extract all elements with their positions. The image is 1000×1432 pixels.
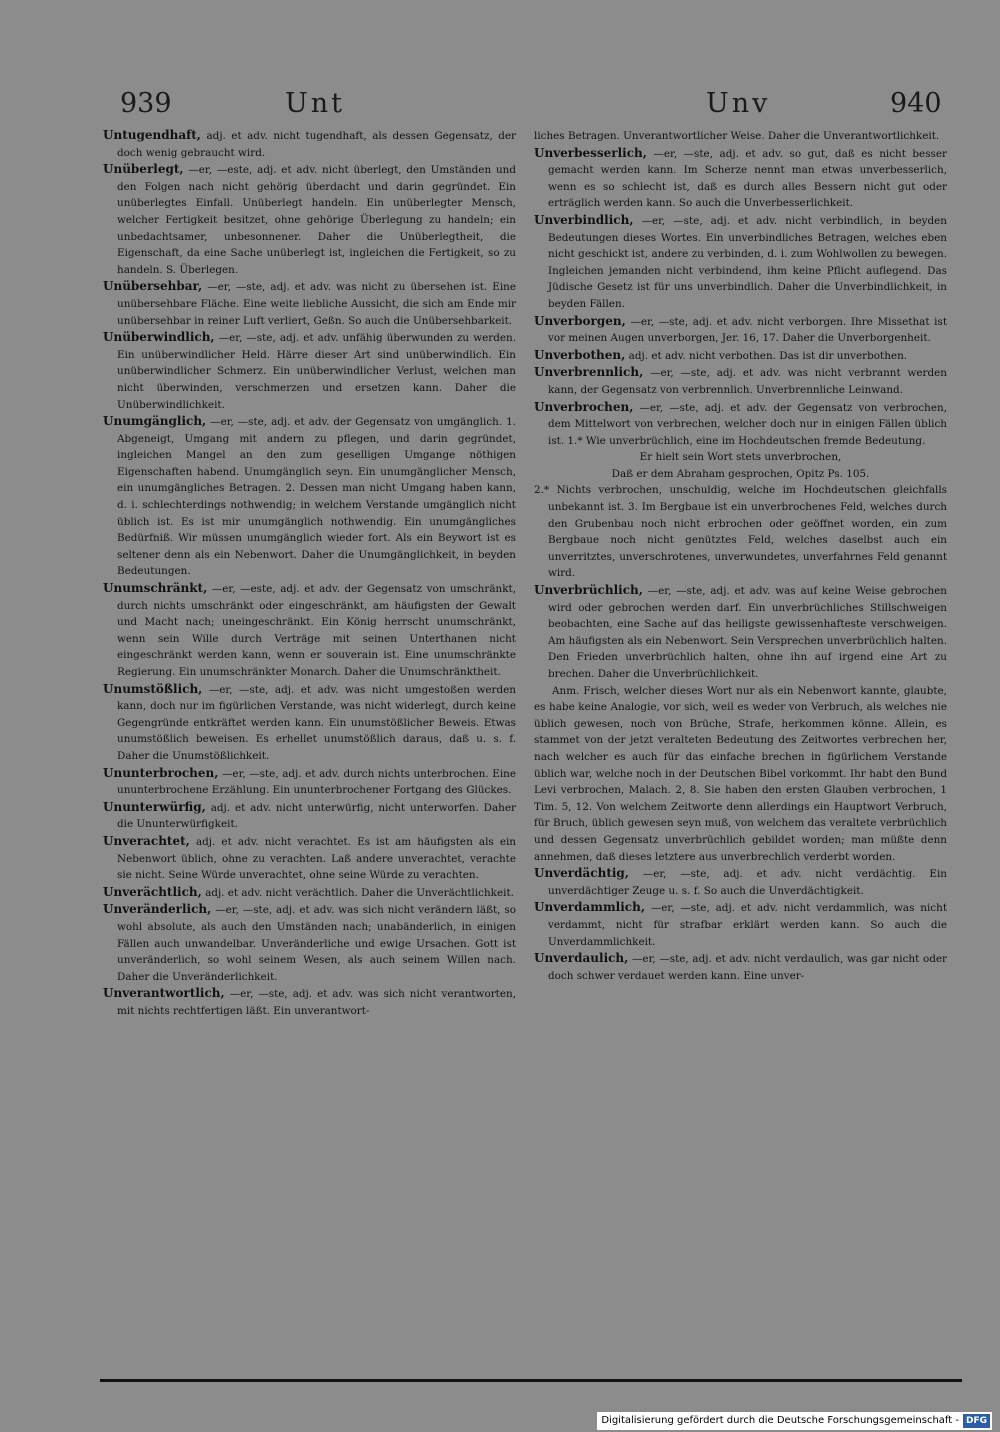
dictionary-entry: [103, 580, 516, 681]
dictionary-entry: [534, 145, 947, 212]
headword: Unumstößlich,: [103, 681, 203, 696]
dictionary-entry: [534, 582, 947, 683]
dictionary-entry: [534, 364, 947, 398]
headword: Unverbothen,: [534, 347, 626, 362]
dictionary-entry: [103, 681, 516, 765]
entry-text: —er, —ste, adj. et adv. nicht verborgen. Ihre Missethat ist vor meinen Augen unverborgen, Jer. 16, 17. Daher die Unverborgenheit.: [548, 315, 947, 345]
headword: Ununterbrochen,: [103, 765, 219, 780]
headword: Unverbrochen,: [534, 399, 634, 414]
dictionary-entry: [534, 950, 947, 984]
entry-text: —er, —este, adj. et adv. nicht überlegt, den Umständen und den Folgen nach nicht gehörig überdacht und darin gegründet. Ein unüberlegtes Einfall. Unüberlegt handeln. Ein unüberlegter Mensch, welcher Fertigkeit besitzet, ohne gehörige Überlegung zu handeln; ein unbedachtsamer, unbesonnener. Daher die Unüberlegtheit, die Eigenschaft, da eine Sache unüberlegt ist, ingleichen die Fertigkeit, so zu handeln. S. Überlegen.: [117, 164, 516, 276]
dictionary-entry: [103, 329, 516, 413]
dictionary-entry: [534, 865, 947, 899]
digitization-footer: [597, 1412, 992, 1430]
entry-text: —er, —ste, adj. et adv. was auf keine Weise gebrochen wird oder gebrochen werden darf. Ein unverbrüchliches Stillschweigen beobachten, eine Sache auf das heiligste gewissenhafteste verschweigen. Am häufigsten als ein Nebenwort. Sein Versprechen unverbrüchlich halten. Den Frieden unverbrüchlich halten, ohne ihn auf irgend eine Art zu brechen. Daher die Unverbrüchlichkeit.: [548, 585, 947, 680]
dictionary-entry: [534, 399, 947, 450]
page-header: [100, 88, 960, 124]
headword: Unverdächtig,: [534, 866, 629, 881]
entry-text: —er, —ste, adj. et adv. nicht verdammlich, was nicht verdammt, nicht für strafbar erklärt werden kann. So auch die Unverdammlichkeit.: [548, 902, 947, 948]
entry-text: adj. et adv. nicht verächtlich. Daher die Unverächtlichkeit.: [205, 886, 514, 899]
verse-line: Er hielt sein Wort stets unverbrochen,: [639, 451, 842, 464]
headword: Unübersehbar,: [103, 279, 203, 294]
entry-text: adj. et adv. nicht verachtet. Es ist am häufigsten als ein Nebenwort üblich, ohne zu verachten. Laß andere unverachtet, verachte sie nicht. Seine Würde unverachtet, ohne seine Würde zu verachten.: [117, 835, 516, 882]
entry-continuation: 2.* Nichts verbrochen, unschuldig, welche im Hochdeutschen gleichfalls unbekannt ist. 3. Im Bergbaue ist ein unverbrochenes Feld, welches durch den Grubenbau noch nicht erbrochen oder geöffnet worden, ein zum Bergbaue noch nicht genütztes Feld, welches daselbst auch ein unverritztes, unverschrotenes, unverwundetes, unverfahrnes Feld genannt wird.: [534, 484, 947, 580]
entry-text: —er, —ste, adj. et adv. der Gegensatz von umgänglich. 1. Abgeneigt, Umgang mit andern zu pflegen, und darin gegründet, ingleichen Mangel an den zum geselligen Umgange nöthigen Eigenschaften habend. Unumgänglich seyn. Ein unumgänglicher Mensch, ein unumgängliches Betragen. 2. Dessen man nicht Umgang haben kann, d. i. schlechterdings nothwendig; in welchem Verstande umgänglich nicht üblich ist. Es ist mir unumgänglich nothwendig. Ein unumgängliches Bedürfniß. Wir müssen unumgänglich wieder fort. Als ein Beywort ist es seltener denn als ein Nebenwort. Daher die Unumgänglichkeit, in beyden Bedeutungen.: [117, 416, 516, 578]
dictionary-entry: [534, 347, 947, 365]
entry-text: —er, —ste, adj. et adv. nicht verdächtig. Ein unverdächtiger Zeuge u. s. f. So auch die Unverdächtigkeit.: [548, 868, 948, 897]
left-page-number: 939: [120, 88, 172, 119]
dictionary-entry: [103, 413, 516, 580]
dictionary-entry: [534, 212, 947, 313]
headword: Unverdaulich,: [534, 951, 629, 966]
entry-text: —er, —ste, adj. et adv. nicht verdaulich, was gar nicht oder doch schwer verdauet werden kann. Eine unver-: [548, 953, 947, 982]
entry-text: —er, —ste, adj. et adv. was nicht zu übersehen ist. Eine unübersehbare Fläche. Eine weite liebliche Aussicht, die sich am Ende mir unübersehbar in reiner Luft verliert, Geßn. So auch die Unübersehbarkeit.: [117, 281, 516, 327]
headword: Unverdammlich,: [534, 900, 646, 915]
headword: Untugendhaft,: [103, 128, 201, 142]
entry-text: adj. et adv. nicht verbothen. Das ist dir unverbothen.: [628, 349, 908, 362]
dictionary-entry: [103, 985, 516, 1019]
right-running-head: Unv: [706, 88, 771, 119]
headword: Unveränderlich,: [103, 902, 212, 917]
dictionary-entry: [103, 833, 516, 884]
headword: Unverbesserlich,: [534, 145, 647, 160]
headword: Unüberlegt,: [103, 162, 184, 177]
headword: Ununterwürfig,: [103, 799, 206, 814]
dictionary-entry: [103, 901, 516, 985]
dictionary-entry: [103, 884, 516, 902]
entry-text: —er, —ste, adj. et adv. durch nichts unterbrochen. Eine ununterbrochene Erzählung. Ein ununterbrochener Fortgang des Glückes.: [117, 767, 516, 797]
entry-text: —er, —ste, adj. et adv. was nicht umgestoßen werden kann, doch nur im figürlichen Verstande, was nicht widerlegt, durch keine Gegengründe entkräftet werden kann. Ein unumstößlicher Beweis. Etwas unumstößlich beweisen. Es erhellet unumstößlich daraus, daß u. s. f. Daher die Unumstößlichkeit.: [117, 683, 516, 762]
dictionary-entry: [103, 799, 516, 833]
entry-text: —er, —ste, adj. et adv. so gut, daß es nicht besser gemacht werden kann. Im Scherze nennt man etwas unverbesserlich, wenn es so schlecht ist, daß es durch alles Bessern nicht gut oder erträglich werden kann. So auch die Unverbesserlichkeit.: [548, 147, 947, 210]
entry-text: —er, —ste, adj. et adv. der Gegensatz von verbrochen, dem Mittelwort von verbrechen, welcher doch nur in einigen Fällen üblich ist. 1.* Wie unverbrüchlich, eine im Hochdeutschen fremde Bedeutung.: [548, 401, 947, 447]
entry-text: adj. et adv. nicht unterwürfig, nicht unterworfen. Daher die Ununterwürfigkeit.: [117, 801, 516, 831]
entry-text: —er, —ste, adj. et adv. was nicht verbrannt werden kann, der Gegensatz von verbrennlich. Unverbrennliche Leinwand.: [548, 367, 947, 396]
headword: Unüberwindlich,: [103, 330, 215, 345]
dictionary-entry: [534, 899, 947, 950]
headword: Unverantwortlich,: [103, 986, 225, 1001]
annotation-note: Anm. Frisch, welcher dieses Wort nur als ein Nebenwort kannte, glaubte, es habe keine Analogie, vor sich, weil es weder von Verbruch, als welches nie üblich gewesen, noch von Brüche, Strafe, herkommen könne. Allein, es stammet von der jetzt veralteten Bedeutung des Zeitwortes verbrechen her, nach welcher es auch für das einfache brechen in figürlichem Verstande üblich war, welche noch in der Deutschen Bibel vorkommt. Ihr habt den Bund Levi verbrochen, Malach. 2, 8. Sie haben den ersten Glauben verbrochen, 1 Tim. 5, 12. Von welchem Zeitworte denn allerdings ein Hauptwort Verbruch, für Bruch, üblich gewesen seyn muß, von welchem das veraltete verbrüchlich und dessen Gegensatz unverbrüchlich gebildet worden; man müßte denn annehmen, daß dieses letztere aus unverbrechlich verderbt worden.: [534, 684, 947, 863]
dictionary-entry: [534, 313, 947, 347]
headword: Unumgänglich,: [103, 414, 207, 429]
dfg-logo: DFG: [963, 1414, 990, 1428]
entry-text: —er, —ste, adj. et adv. unfähig überwunden zu werden. Ein unüberwindlicher Held. Härre dieser Art sind unüberwindlich. Ein unüberwindlicher Schmerz. Ein unüberwindlicher Verlust, welchen man nicht überwinden, verschmerzen und ersetzen kann. Daher die Unüberwindlichkeit.: [117, 332, 516, 411]
headword: Unverborgen,: [534, 313, 626, 328]
bottom-rule: [100, 1379, 962, 1382]
right-page-number: 940: [890, 88, 942, 119]
headword: Unverbindlich,: [534, 212, 634, 227]
entry-text: —er, —este, adj. et adv. der Gegensatz von umschränkt, durch nichts umschränkt oder eingeschränkt, am häufigsten der Gewalt und Macht nach; uneingeschränkt. Ein König herrscht unumschränkt, wenn sein Wille durch Verträge mit seinen Unterthanen nicht eingeschränkt werden kann, wenn er souverain ist. Eine unumschränkte Regierung. Ein unumschränkter Monarch. Daher die Unumschränktheit.: [117, 583, 517, 678]
dictionary-entry: [103, 278, 516, 329]
entry-text: liches Betragen. Unverantwortlicher Weise. Daher die Unverantwortlichkeit.: [534, 130, 940, 142]
headword: Unverbrüchlich,: [534, 583, 643, 598]
headword: Unverachtet,: [103, 833, 190, 848]
left-column: [103, 127, 516, 1019]
verse-line: Daß er dem Abraham gesprochen, Opitz Ps. 105.: [611, 467, 870, 480]
dictionary-entry: [103, 127, 516, 161]
entry-text: —er, —ste, adj. et adv. was sich nicht verantworten, mit nichts rechtfertigen läßt. Ein unverantwort-: [117, 988, 516, 1017]
left-running-head: Unt: [285, 88, 345, 119]
entry-text: adj. et adv. nicht tugendhaft, als dessen Gegensatz, der doch wenig gebraucht wird.: [117, 130, 516, 159]
headword: Unverächtlich,: [103, 884, 202, 899]
footer-text: Digitalisierung gefördert durch die Deutsche Forschungsgemeinschaft -: [601, 1415, 959, 1426]
right-column: [534, 127, 947, 984]
headword: Unumschränkt,: [103, 581, 208, 596]
dictionary-entry: [534, 127, 947, 145]
entry-text: —er, —ste, adj. et adv. nicht verbindlich, in beyden Bedeutungen dieses Wortes. Ein unverbindliches Betragen, welches eben nicht geschickt ist, andere zu verbinden, d. i. zum Wohlwollen zu bewegen. Ingleichen jemanden nicht verbindend, ihm keine Pflicht auflegend. Das Jüdische Gesetz ist für uns unverbindlich. Daher die Unverbindlichkeit, in beyden Fällen.: [548, 214, 947, 310]
dictionary-entry: [103, 765, 516, 799]
headword: Unverbrennlich,: [534, 365, 644, 380]
dictionary-entry: [103, 161, 516, 278]
entry-text: —er, —ste, adj. et adv. was sich nicht verändern läßt, so wohl absolute, als auch den Umständen nach; unabänderlich, in einigen Fällen auch unwandelbar. Unveränderliche und ewige Ursachen. Gott ist unveränderlich, so wohl seinem Wesen, als auch seinem Willen nach. Daher die Unveränderlichkeit.: [117, 904, 516, 983]
